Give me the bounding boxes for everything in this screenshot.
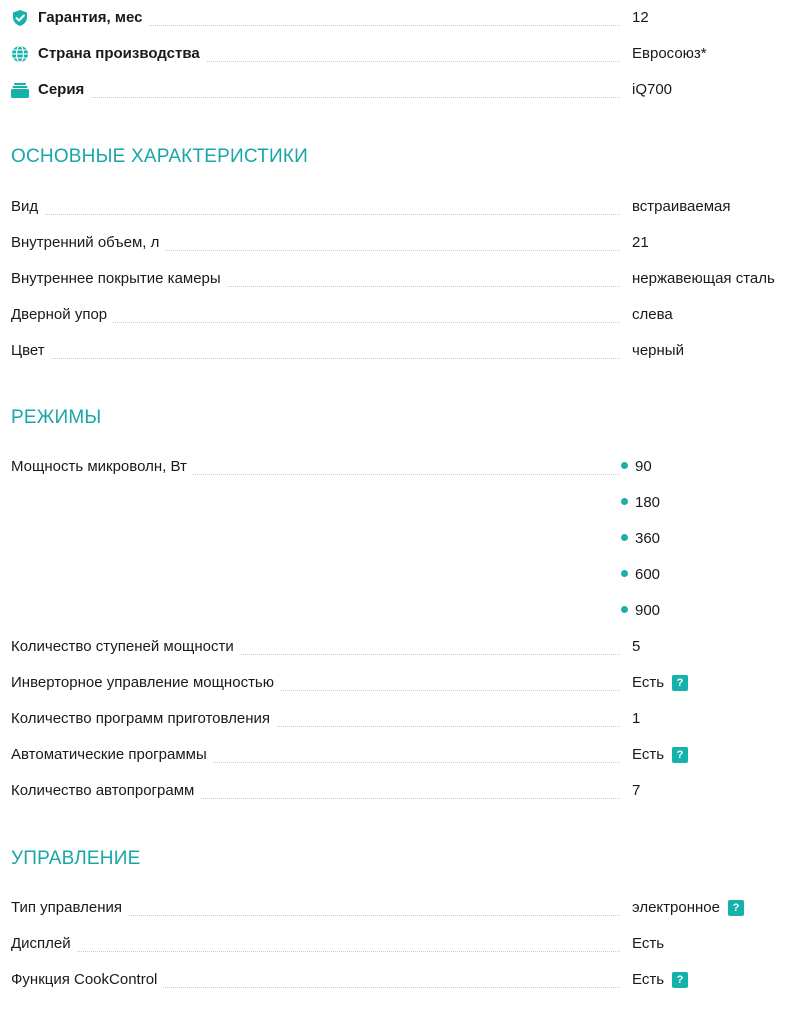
- power-value-item: [621, 601, 660, 621]
- spec-row: [11, 197, 791, 221]
- spec-label: Вид: [11, 197, 44, 217]
- spec-value: черный: [632, 342, 684, 359]
- spec-row: [11, 305, 791, 329]
- spec-value-text: Есть: [632, 746, 665, 763]
- section-title-control: УПРАВЛЕНИЕ: [11, 848, 141, 869]
- spec-row: [11, 673, 791, 697]
- spec-row-microwave-power: [11, 457, 791, 481]
- spec-row: [11, 341, 791, 365]
- spec-value-text: Есть: [632, 674, 665, 691]
- spec-row: [11, 269, 791, 293]
- spec-row: [11, 709, 791, 733]
- section-title-modes: РЕЖИМЫ: [11, 407, 102, 428]
- spec-label: Автоматические программы: [11, 745, 213, 765]
- spec-value: слева: [632, 306, 673, 323]
- bullet-dot: [621, 570, 628, 577]
- help-icon[interactable]: ?: [672, 747, 688, 763]
- spec-value: [632, 898, 744, 918]
- spec-label: Мощность микроволн, Вт: [11, 457, 193, 477]
- spec-value: 5: [632, 638, 641, 655]
- spec-label: Количество автопрограмм: [11, 781, 200, 801]
- power-value: 600: [635, 566, 661, 583]
- spec-value: [632, 673, 688, 693]
- help-icon[interactable]: ?: [672, 972, 688, 988]
- bullet-dot: [621, 606, 628, 613]
- dotted-leader: [11, 97, 620, 98]
- section-title-main: ОСНОВНЫЕ ХАРАКТЕРИСТИКИ: [11, 146, 308, 167]
- spec-value: Евросоюз*: [632, 45, 707, 62]
- spec-label: Гарантия, мес: [11, 8, 148, 28]
- spec-label: Дверной упор: [11, 305, 113, 325]
- help-icon[interactable]: ?: [728, 900, 744, 916]
- spec-row: [11, 781, 791, 805]
- spec-value: Есть: [632, 935, 665, 952]
- help-icon[interactable]: ?: [672, 675, 688, 691]
- spec-row: [11, 745, 791, 769]
- spec-label: Функция CookControl: [11, 970, 163, 990]
- power-value-item: [621, 529, 660, 549]
- spec-value: 12: [632, 9, 649, 26]
- power-value: 900: [635, 602, 661, 619]
- spec-row-warranty: [11, 8, 791, 32]
- spec-label: Внутренний объем, л: [11, 233, 165, 253]
- power-value: 90: [635, 458, 652, 475]
- globe-icon: [11, 45, 29, 63]
- spec-value-text: электронное: [632, 899, 720, 916]
- power-value-item: [621, 457, 652, 477]
- spec-label: Количество программ приготовления: [11, 709, 276, 729]
- spec-label: Цвет: [11, 341, 51, 361]
- bullet-dot: [621, 462, 628, 469]
- bullet-dot: [621, 498, 628, 505]
- spec-value: нержавеющая сталь: [632, 270, 775, 287]
- dotted-leader: [11, 358, 620, 359]
- bullet-dot: [621, 534, 628, 541]
- spec-label: Количество ступеней мощности: [11, 637, 240, 657]
- dotted-leader: [11, 214, 620, 215]
- spec-row-country: [11, 44, 791, 68]
- power-value: 360: [635, 530, 661, 547]
- spec-row: [11, 970, 791, 994]
- spec-label: Дисплей: [11, 934, 77, 954]
- spec-value: 7: [632, 782, 641, 799]
- power-value: 180: [635, 494, 661, 511]
- spec-row: [11, 934, 791, 958]
- layers-icon: [11, 81, 29, 99]
- spec-label: Инверторное управление мощностью: [11, 673, 280, 693]
- spec-label: Серия: [11, 80, 90, 100]
- spec-label: Страна производства: [11, 44, 206, 64]
- shield-check-icon: [11, 9, 29, 27]
- spec-value: [632, 745, 688, 765]
- spec-value: iQ700: [632, 81, 673, 98]
- spec-value-text: Есть: [632, 971, 665, 988]
- spec-row: [11, 898, 791, 922]
- spec-row: [11, 233, 791, 257]
- spec-label: Тип управления: [11, 898, 128, 918]
- spec-value: [632, 970, 688, 990]
- spec-value: 1: [632, 710, 641, 727]
- power-value-item: [621, 493, 660, 513]
- spec-value: встраиваемая: [632, 198, 731, 215]
- spec-label: Внутреннее покрытие камеры: [11, 269, 227, 289]
- power-value-item: [621, 565, 660, 585]
- spec-row: [11, 637, 791, 661]
- dotted-leader: [11, 951, 620, 952]
- spec-row-series: [11, 80, 791, 104]
- spec-value: 21: [632, 234, 649, 251]
